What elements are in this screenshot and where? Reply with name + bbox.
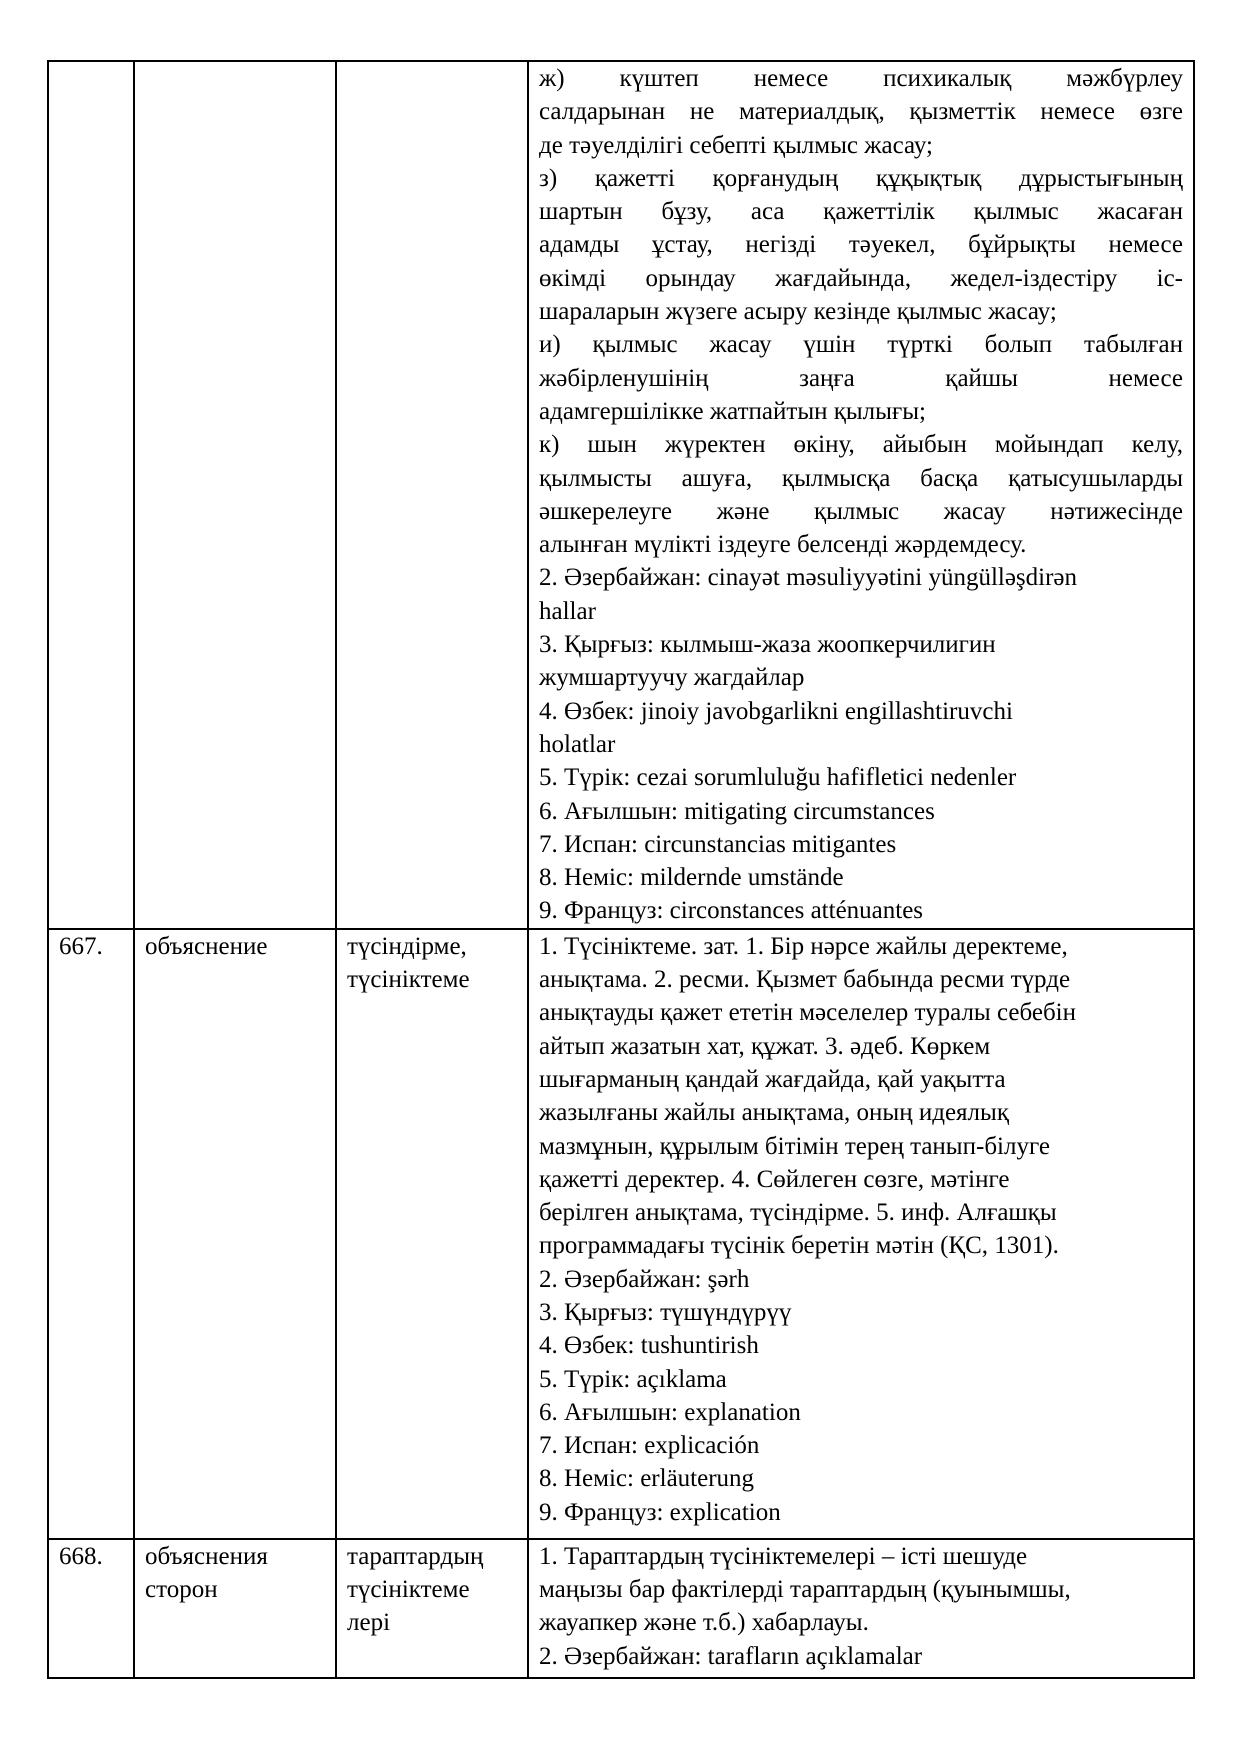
translation-line: 4. Өзбек: tushuntirish [539, 1332, 759, 1360]
translation-line: 5. Түрік: açıklama [539, 1365, 727, 1393]
entry-number: 667. [48, 929, 134, 1539]
definition-line: к) шын жүректен өкіну, айыбын мойындап келу, [539, 431, 1183, 459]
translation-line: 7. Испан: circunstancias mitigantes [539, 830, 897, 858]
definition-line: жәбірленушінің заңға қайшы немесе [539, 364, 1183, 392]
translation-line: 8. Неміс: erläuterung [539, 1465, 755, 1493]
russian-term [134, 61, 336, 929]
definition-line: салдарынан не материалдық, қызметтік немесе өзге [539, 98, 1183, 126]
translation-line: 5. Түрік: cezai sorumluluğu hafifletici nedenler [539, 764, 1017, 792]
definition-line: з) қажетті қорғанудың құқықтық дұрыстығының [539, 164, 1183, 192]
translation-line: 3. Қырғыз: түшүндүрүү [539, 1298, 792, 1326]
definition-line: қылмысты ашуға, қылмысқа басқа қатысушыларды [539, 464, 1183, 492]
definition-line: жазылғаны жайлы анықтама, оның идеялық [539, 1099, 1009, 1127]
translation-line: 6. Ағылшын: explanation [539, 1398, 801, 1426]
translation-line: жумшартуучу жагдайлар [539, 664, 805, 692]
definition-cell [528, 929, 1194, 1539]
definition-line: де тәуелділігі себепті қылмыс жасау; [539, 131, 933, 159]
translation-line: 9. Француз: explication [539, 1498, 781, 1526]
translation-line: 4. Өзбек: jinoiy javobgarlikni engillashtiruvchi [539, 697, 1013, 725]
definition-line: жауапкер және т.б.) хабарлауы. [539, 1609, 869, 1637]
translation-line: 7. Испан: explicación [539, 1432, 760, 1460]
definition-line: шартын бұзу, аса қажеттілік қылмыс жасаған [539, 198, 1183, 226]
definition-line: айтып жазатын хат, құжат. 3. әдеб. Көркем [539, 1032, 991, 1060]
entry-number [48, 61, 134, 929]
definition-line: ж) күштеп немесе психикалық мәжбүрлеу [539, 65, 1183, 92]
definition-line: берілген анықтама, түсіндірме. 5. инф. Алғашқы [539, 1199, 1057, 1227]
definition-line: и) қылмыс жасау үшін түрткі болып табылған [539, 331, 1183, 359]
kazakh-term: тараптардың түсініктеме лері [336, 1539, 528, 1678]
definition-line: шараларын жүзеге асыру кезінде қылмыс жасау; [539, 298, 1057, 326]
definition-line: мазмұнын, құрылым бітімін терең танып-білуге [539, 1132, 1050, 1160]
definition-line: маңызы бар фактілерді тараптардың (қуынымшы, [539, 1576, 1071, 1604]
definition-line: өкімді орындау жағдайында, жедел-іздестіру іс- [539, 264, 1183, 292]
translation-line: 8. Неміс: mildernde umstände [539, 864, 844, 892]
table-row [48, 1539, 1194, 1678]
translation-line: 2. Әзербайжан: cinayət məsuliyyətini yüngülləşdirən [539, 564, 1078, 592]
translation-line: 2. Әзербайжан: tarafların açıklamalar [539, 1642, 923, 1670]
definition-line: адамды ұстау, негізді тәуекел, бұйрықты немесе [539, 231, 1183, 259]
table-row [48, 929, 1194, 1539]
definition-line: әшкерелеуге және қылмыс жасау нәтижесінде [539, 497, 1183, 525]
definition-line: шығарманың қандай жағдайда, қай уақытта [539, 1065, 1006, 1093]
table-row [48, 61, 1194, 929]
translation-line: 9. Француз: circonstances atténuantes [539, 897, 924, 925]
entry-number: 668. [48, 1539, 134, 1678]
definition-line: анықтама. 2. ресми. Қызмет бабында ресми түрде [539, 966, 1071, 994]
translation-line: holatlar [539, 730, 616, 758]
dictionary-table [47, 60, 1195, 1679]
translation-line: 6. Ағылшын: mitigating circumstances [539, 797, 935, 825]
definition-line: алынған мүлікті іздеуге белсенді жәрдемдесу. [539, 531, 1027, 559]
kazakh-term [336, 61, 528, 929]
translation-line: 2. Әзербайжан: şərh [539, 1265, 750, 1293]
russian-term: объяснения сторон [134, 1539, 336, 1678]
definition-line: 1. Түсініктеме. зат. 1. Бір нәрсе жайлы деректеме, [539, 932, 1068, 960]
definition-line: қажетті деректер. 4. Сөйлеген сөзге, мәтінге [539, 1165, 1010, 1193]
definition-line: анықтауды қажет ететін мәселелер туралы себебін [539, 999, 1077, 1027]
translation-line: hallar [539, 597, 596, 625]
definition-line: 1. Тараптардың түсініктемелері – істі шешуде [539, 1542, 1028, 1570]
definition-cell [528, 1539, 1194, 1678]
definition-line: программадағы түсінік беретін мәтін (ҚС, 1301). [539, 1232, 1059, 1260]
russian-term: объяснение [134, 929, 336, 1539]
translation-line: 3. Қырғыз: кылмыш-жаза жоопкерчилигин [539, 631, 996, 659]
definition-cell [528, 61, 1194, 929]
kazakh-term: түсіндірме, түсініктеме [336, 929, 528, 1539]
definition-line: адамгершілікке жатпайтын қылығы; [539, 397, 926, 425]
